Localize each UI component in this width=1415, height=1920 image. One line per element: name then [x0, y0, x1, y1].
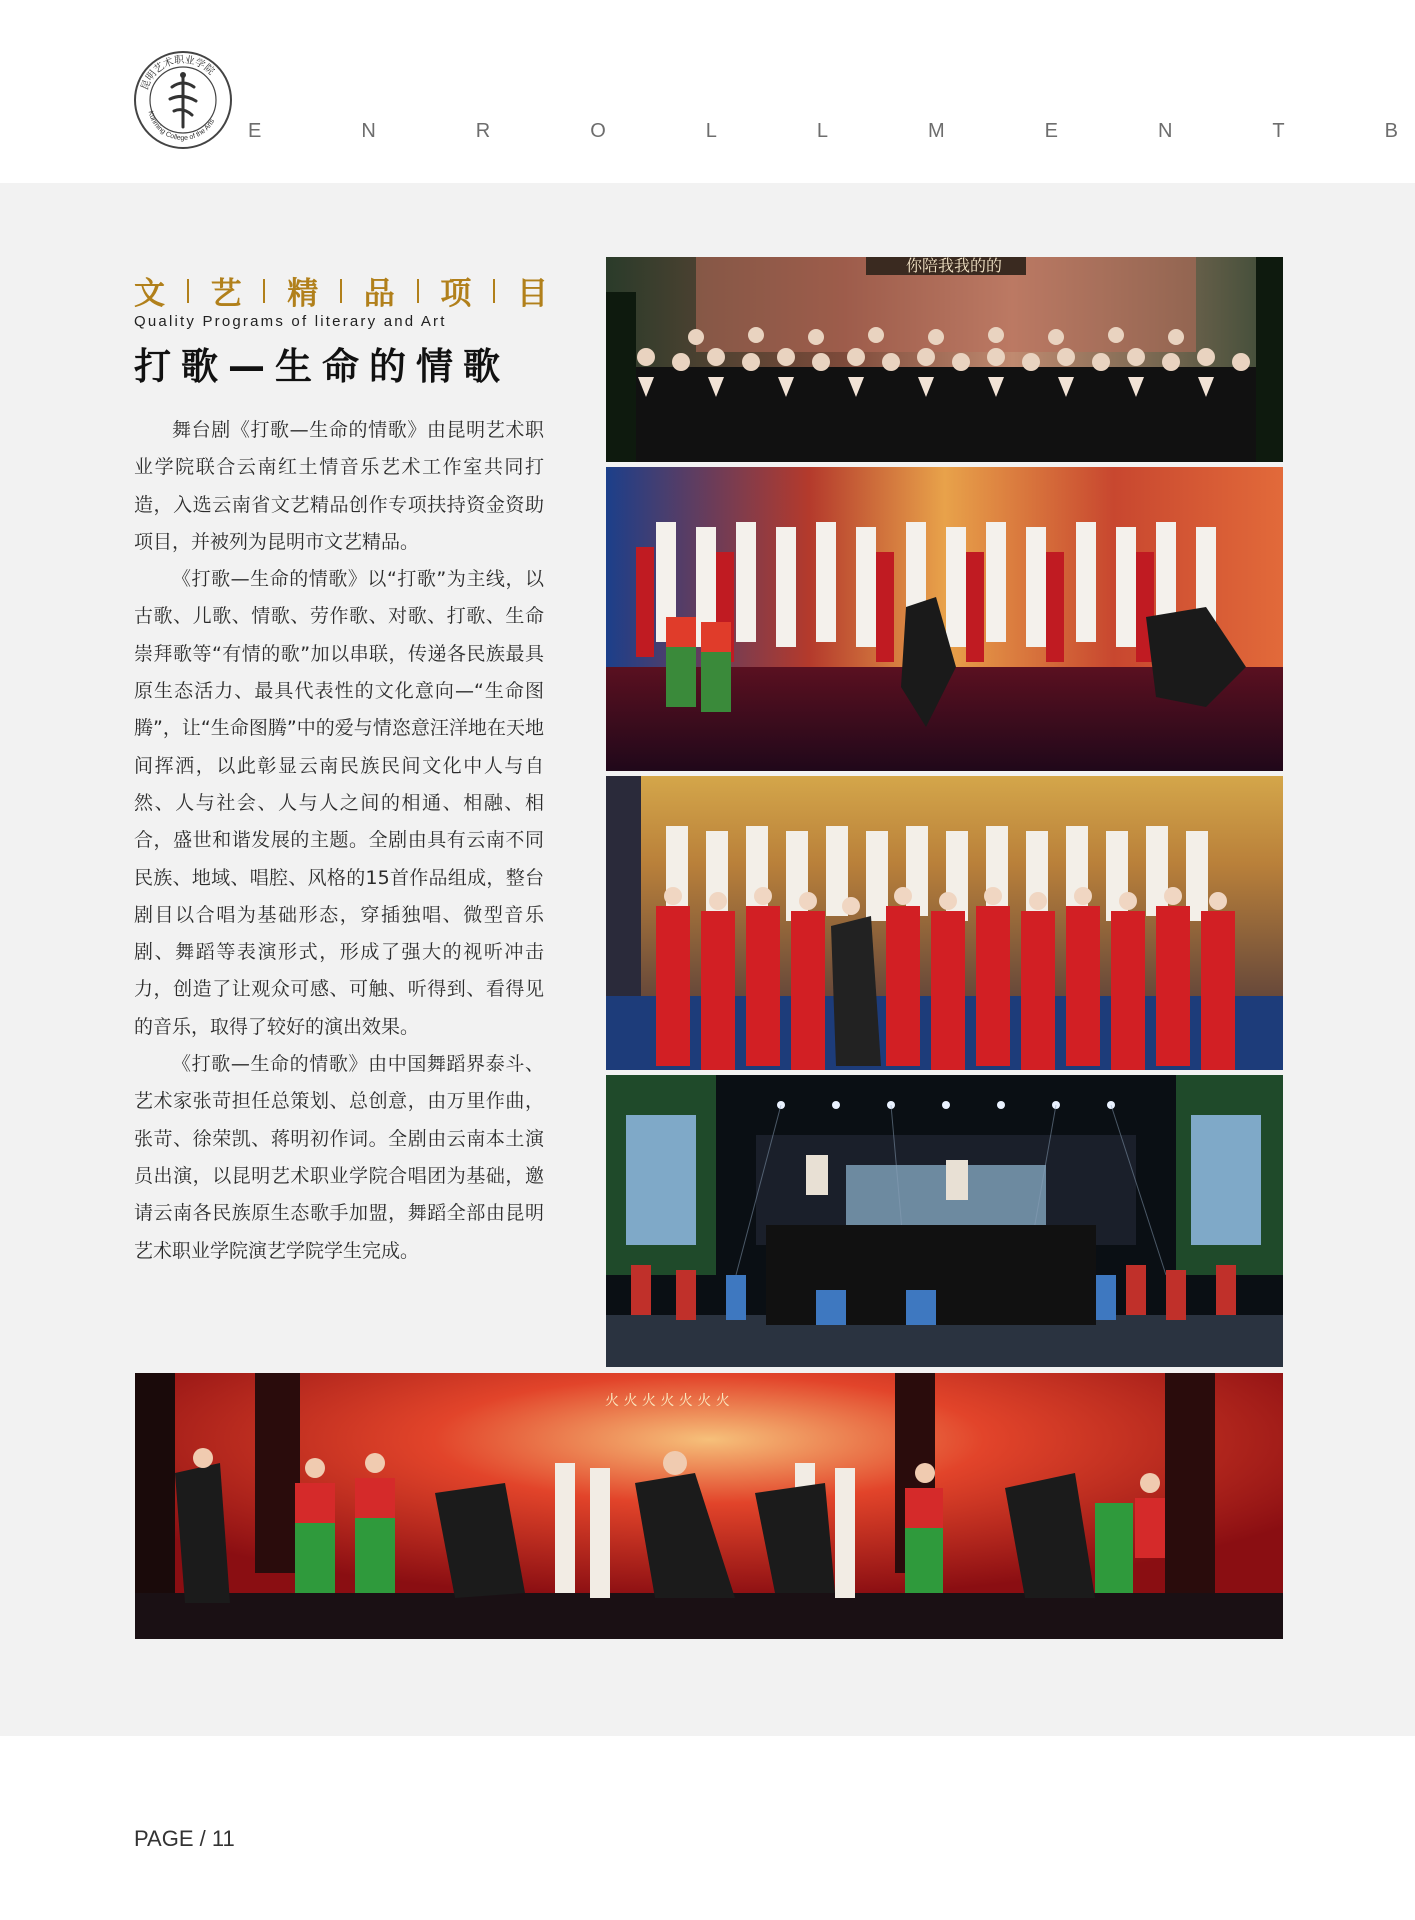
logo-english-name: Kunming College of the Arts — [146, 110, 217, 143]
category-char: 项 — [440, 276, 472, 312]
category-divider — [417, 279, 419, 303]
photo-caption: 你陪我我的的 — [906, 257, 1003, 275]
subtitle-english: Quality Programs of literary and Art — [134, 313, 447, 330]
photo-caption: 火 火 火 火 火 火 火 — [605, 1393, 730, 1409]
category-char: 精 — [287, 276, 319, 312]
article-paragraph: 《打歌—生命的情歌》由中国舞蹈界泰斗、艺术家张苛担任总策划、总创意，由万里作曲，张苛、徐荣凯、蒋明初作词。全剧由云南本土演员出演，以昆明艺术职业学院合唱团为基础，邀请云南各民族原生态歌手加盟，舞蹈全部由昆明艺术职业学院演艺学院学生完成。 — [134, 1053, 544, 1262]
enroll-letter: E — [248, 120, 262, 142]
logo-chinese-name: 昆明艺术职业学院 — [139, 54, 217, 92]
enroll-letter: L — [705, 120, 717, 142]
enroll-letter: E — [1044, 120, 1058, 142]
page-number: PAGE / 11 — [134, 1826, 235, 1851]
category-char: 品 — [363, 276, 395, 312]
enroll-letter: O — [590, 120, 606, 142]
article-body — [134, 412, 544, 1270]
category-divider — [263, 279, 265, 303]
enroll-letter: N — [1157, 120, 1173, 142]
category-char: 文 — [134, 276, 165, 312]
category-char: 目 — [516, 276, 548, 312]
enroll-letter: L — [816, 120, 828, 142]
photo-stage-lights — [606, 1075, 1283, 1367]
enroll-letter: N — [361, 120, 376, 142]
category-heading — [134, 268, 548, 313]
enroll-letter: B — [1384, 120, 1398, 142]
photo-choir-dancers — [606, 467, 1283, 771]
article-paragraph: 舞台剧《打歌—生命的情歌》由昆明艺术职业学院联合云南红土情音乐艺术工作室共同打造，入选云南省文艺精品创作专项扶持资金资助项目，并被列为昆明市文艺精品。 — [134, 419, 544, 553]
enroll-letter: R — [475, 120, 491, 142]
category-divider — [187, 279, 189, 303]
page-header — [0, 0, 1415, 183]
category-divider — [493, 279, 495, 303]
photo-choir-black — [606, 257, 1283, 462]
photo-choir-red-gowns — [606, 776, 1283, 1070]
photo-fire-dance — [135, 1373, 1283, 1639]
enroll-letter: M — [927, 120, 945, 142]
category-divider — [340, 279, 342, 303]
college-seal-logo — [132, 49, 234, 151]
enrollment-banner — [248, 120, 1398, 143]
enroll-letter: T — [1272, 120, 1285, 142]
category-char: 艺 — [210, 276, 242, 312]
article-paragraph: 《打歌—生命的情歌》以“打歌”为主线，以古歌、儿歌、情歌、劳作歌、对歌、打歌、生命崇拜歌等“有情的歌”加以串联，传递各民族最具原生态活力、最具代表性的文化意向—“生命图腾”，让“生命图腾”中的爱与情恣意汪洋地在天地间挥洒，以此彰显云南民族民间文化中人与自然、人与社会、人与人之间的相通、相融、相合，盛世和谐发展的主题。全剧由具有云南不同民族、地域、唱腔、风格的15首作品组成，整台剧目以合唱为基础形态，穿插独唱、微型音乐剧、舞蹈等表演形式，形成了强大的视听冲击力，创造了让观众可感、可触、听得到、看得见的音乐，取得了较好的演出效果。 — [134, 568, 544, 1038]
page-title: 打歌—生命的情歌 — [134, 345, 510, 388]
